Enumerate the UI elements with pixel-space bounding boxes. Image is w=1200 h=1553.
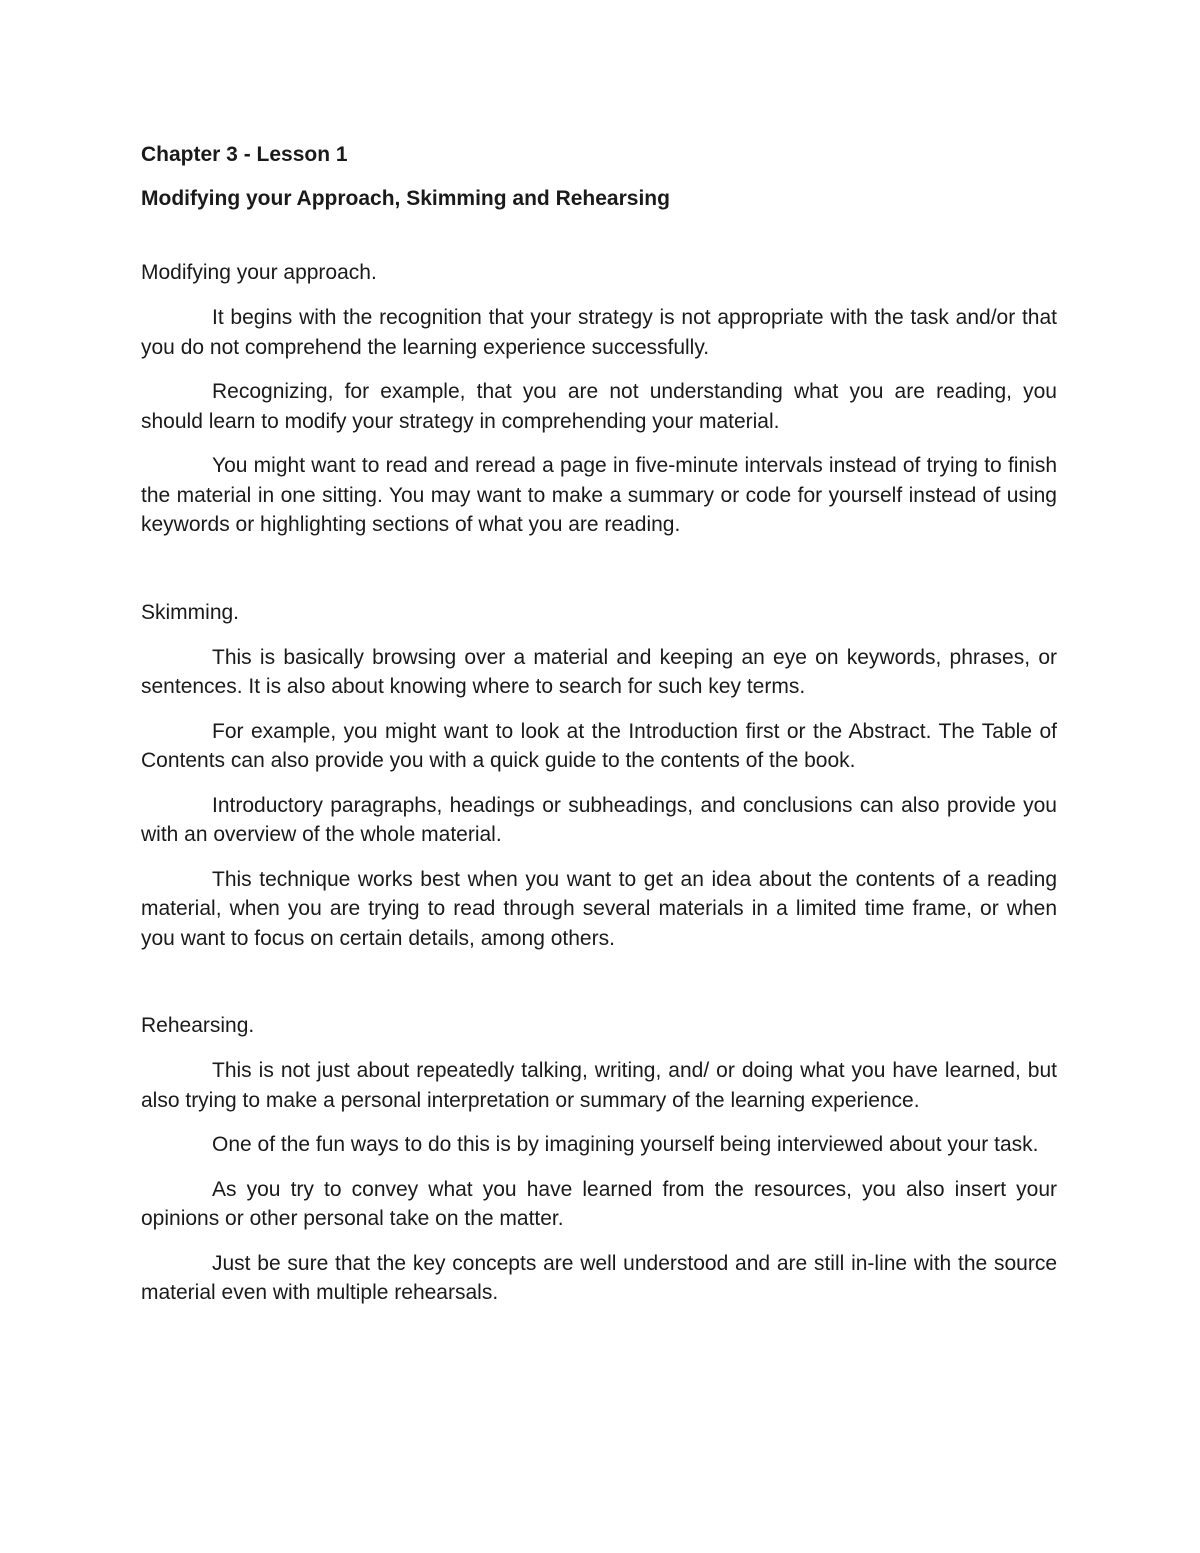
section-skimming [141, 598, 1057, 954]
paragraph: As you try to convey what you have learned from the resources, you also insert your opinions or other personal take on the matter. [141, 1177, 1057, 1230]
paragraph: This technique works best when you want to get an idea about the contents of a reading material, when you are trying to read through several materials in a limited time frame, or when you want to focus on certain details, among others. [141, 867, 1057, 950]
paragraph: Recognizing, for example, that you are not understanding what you are reading, you should learn to modify your strategy in comprehending your material. [141, 380, 1057, 433]
paragraph: This is basically browsing over a material and keeping an eye on keywords, phrases, or sentences. It is also about knowing where to search for such key terms. [141, 645, 1057, 698]
paragraph: You might want to read and reread a page in five-minute intervals instead of trying to finish the material in one sitting. You may want to make a summary or code for yourself instead of using keywords or highlighting sections of what you are reading. [141, 454, 1057, 536]
section-modifying-approach [141, 258, 1057, 540]
paragraph: Just be sure that the key concepts are well understood and are still in-line with the source material even with multiple rehearsals. [141, 1251, 1057, 1304]
section-heading: Modifying your approach. [141, 261, 377, 284]
section-heading: Rehearsing. [141, 1014, 255, 1037]
paragraph: It begins with the recognition that your strategy is not appropriate with the task and/or that you do not comprehend the learning experience successfully. [141, 306, 1057, 359]
paragraph: Introductory paragraphs, headings or subheadings, and conclusions can also provide you with an overview of the whole material. [141, 793, 1057, 846]
paragraph: For example, you might want to look at the Introduction first or the Abstract. The Table of Contents can also provide you with a quick guide to the contents of the book. [141, 719, 1057, 772]
section-rehearsing [141, 1011, 1057, 1308]
paragraph: One of the fun ways to do this is by imagining yourself being interviewed about your task. [212, 1133, 1039, 1156]
lesson-title: Modifying your Approach, Skimming and Rehearsing [141, 187, 670, 210]
document-page [141, 138, 1057, 1308]
paragraph: This is not just about repeatedly talking, writing, and/ or doing what you have learned, but also trying to make a personal interpretation or summary of the learning experience. [141, 1059, 1057, 1112]
chapter-title: Chapter 3 - Lesson 1 [141, 143, 348, 166]
section-heading: Skimming. [141, 600, 240, 624]
